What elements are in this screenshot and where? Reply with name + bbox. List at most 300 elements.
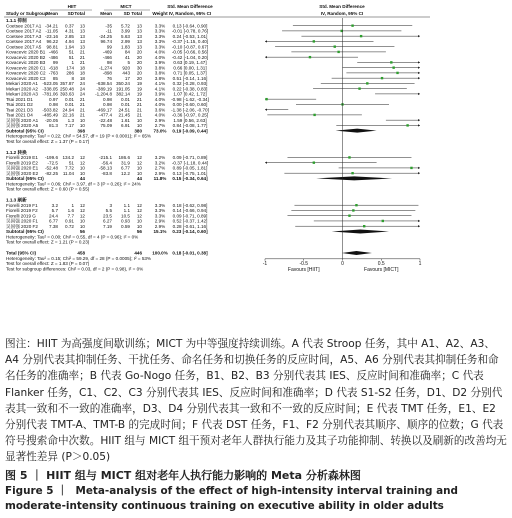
study-row-1-2-weight: 2.7% [154, 165, 166, 171]
study-row-2-1-mean-hiit: 5.7 [51, 208, 58, 214]
study-row-0-8-point [392, 66, 394, 68]
study-row-1-1-n-mict: 12 [136, 160, 142, 166]
figure-label-en: Figure 5 ｜ [5, 485, 68, 497]
study-row-2-2-weight: 3.3% [154, 213, 166, 219]
favours-left-label: Favours [HIIT] [287, 266, 320, 273]
study-row-0-9-n-hiit: 18 [79, 70, 85, 76]
study-row-0-3-n-mict: 13 [136, 39, 142, 44]
study-row-0-14-sd-hiit: 0.01 [65, 96, 74, 102]
total-weight: 100.0% [152, 250, 168, 256]
study-row-1-0-n-hiit: 12 [79, 155, 85, 161]
study-row-0-19-point [406, 124, 408, 126]
study-row-0-12-mean-hiit: -338.05 [42, 86, 58, 92]
study-row-1-1-sd-mict: 31.9 [121, 160, 130, 166]
study-row-1-0-weight: 3.2% [154, 155, 166, 161]
subtotal-weight-1: 11.8% [153, 176, 167, 182]
study-row-0-14-n-hiit: 21 [79, 96, 85, 102]
x-tick-label-0: -1 [262, 260, 268, 267]
study-row-0-9-sd-hiit: 286 [66, 70, 74, 76]
study-row-0-19-n-hiit: 10 [79, 123, 85, 128]
subtotal-diamond-2 [332, 229, 389, 233]
study-row-0-16-arrow-left [265, 108, 267, 110]
study-row-0-1-mean-mict: -11 [105, 28, 112, 34]
subtotal-ci-1: 0.15 [-0.34, 0.64] [172, 176, 208, 182]
study-row-1-2-n-mict: 10 [136, 165, 142, 171]
study-row-2-4-ci: 0.28 [-0.61, 1.16] [172, 223, 208, 229]
study-row-1-3-sd-mict: 12.2 [121, 170, 130, 176]
study-row-0-3-ci: -0.37 [-1.15, 0.40] [171, 39, 209, 44]
study-row-1-3-arrow-right [418, 172, 420, 174]
study-row-0-10-point [381, 77, 383, 79]
study-row-2-1-n-hiit: 12 [79, 208, 85, 214]
study-row-0-3-n-hiit: 13 [79, 39, 85, 44]
subtotal-ci-2: 0.23 [-0.14, 0.60] [172, 229, 208, 235]
study-row-0-12-point [358, 87, 360, 89]
study-row-0-3-mean-mict: 96.74 [100, 39, 112, 44]
study-row-0-0-mean-hiit: -34.21 [44, 23, 58, 29]
study-row-1-0-mean-hiit: -199.6 [44, 155, 58, 161]
col-ci: IV, Random, 95% CI [168, 11, 212, 16]
study-row-0-2-mean-hiit: -23.16 [44, 33, 58, 39]
study-row-0-17-n-mict: 21 [136, 112, 142, 118]
study-row-0-10-n-mict: 20 [136, 75, 142, 81]
study-row-0-6-arrow-left [265, 56, 267, 58]
study-row-0-8-mean-hiit: -618 [48, 65, 58, 71]
study-row-0-3-weight: 3.3% [154, 39, 166, 44]
study-row-0-12-sd-mict: 191.05 [115, 86, 130, 92]
col-mean-hiit: Mean [46, 11, 58, 16]
study-row-2-0-sd-mict: 1.1 [123, 202, 130, 208]
study-row-0-18-weight: 2.9% [154, 117, 166, 123]
study-row-0-0-n-hiit: 13 [79, 23, 85, 29]
study-row-0-17-ci: -0.36 [-0.97, 0.25] [171, 112, 209, 118]
subgroup-overall-effect-2: Test for overall effect: Z = 1.21 (P = 0.23) [6, 239, 90, 245]
study-row-0-6-sd-mict: 41 [124, 54, 130, 60]
study-row-0-16-n-hiit: 21 [79, 107, 85, 113]
total-n-mict: 446 [134, 250, 142, 256]
study-row-2-2-n-hiit: 12 [79, 213, 85, 219]
study-row-1-1-sd-hiit: 51 [68, 160, 74, 166]
study-row-0-0-n-mict: 13 [136, 23, 142, 29]
study-row-0-7-weight: 3.9% [154, 60, 166, 65]
study-row-0-19-mean-mict: 75.09 [100, 123, 112, 128]
study-row-1-0-ci: 0.09 [-0.71, 0.89] [172, 155, 208, 161]
study-row-0-19-sd-mict: 6.91 [121, 123, 130, 128]
col-sd-hiit: SD [67, 11, 74, 16]
study-row-2-4-mean-mict: 7.19 [103, 223, 112, 229]
study-row-0-7-sd-hiit: 1 [71, 60, 74, 65]
study-row-0-10-mean-mict: 76 [106, 75, 112, 81]
subtotal-weight-2: 15.1% [153, 229, 167, 235]
study-row-2-1-ci: 0.14 [-0.66, 0.94] [172, 208, 208, 214]
study-row-2-1-n-mict: 12 [136, 208, 142, 214]
study-row-2-0-mean-mict: 3 [109, 202, 112, 208]
study-row-0-14-point [265, 98, 267, 100]
study-row-0-13-mean-hiit: -781.06 [42, 91, 58, 97]
study-row-0-6-mean-mict: -466 [102, 54, 112, 60]
study-row-1-3-n-hiit: 10 [79, 170, 85, 176]
study-row-2-0-point [355, 204, 357, 206]
study-row-1-3-name: 吴国强 2020 E2 [6, 170, 39, 176]
study-row-0-4-point [334, 45, 336, 47]
study-row-0-11-mean-mict: -638.54 [96, 81, 112, 86]
study-row-2-1-sd-mict: 1.1 [123, 208, 130, 214]
study-row-1-1-mean-hiit: -72.5 [47, 160, 58, 166]
study-row-0-6-weight: 4.0% [154, 54, 166, 60]
study-row-0-7-ci: 0.63 [0.19, 1.47] [173, 60, 207, 65]
study-row-0-6-name: Kovacevic 2020 B2 [6, 54, 46, 60]
header-smd-left: Std. Mean Difference [167, 4, 213, 9]
study-row-0-2-sd-mict: 5.63 [121, 33, 130, 39]
subgroup-heading-1: 1.1.2 转换 [6, 149, 27, 155]
study-row-0-4-sd-hiit: 1.94 [65, 44, 74, 50]
study-row-0-16-name: Tsai 2021 D3 [6, 107, 33, 113]
study-row-0-12-n-hiit: 24 [79, 86, 85, 92]
study-row-0-13-arrow-right [418, 93, 420, 95]
study-row-0-9-arrow-right [418, 72, 420, 74]
study-row-0-14-mean-hiit: 0.97 [49, 96, 58, 102]
subgroup-overall-effect-1: Test for overall effect: Z = 0.60 (P = 0.55) [6, 186, 90, 192]
study-row-2-2-n-mict: 12 [136, 213, 142, 219]
study-row-0-5-point [337, 51, 339, 53]
study-row-0-4-sd-mict: 1.83 [121, 44, 130, 50]
total-subgroup-differences: Test for subgroup differences: Chi² = 0.03, df = 2 (P = 0.98), I² = 0% [6, 266, 144, 272]
figure-title-en-text: Meta-analysis of the effect of high-intensity interval training and moderate-intensity continuous training on executive ability in older adults [5, 485, 458, 512]
study-row-0-11-name: Mekari 2020 A1 [6, 81, 38, 86]
study-row-1-3-mean-hiit: -82.25 [44, 170, 58, 176]
study-row-0-2-ci: 0.24 [-0.53, 1.01] [172, 33, 208, 39]
study-row-0-15-ci: 0.00 [-0.60, 0.60] [172, 102, 208, 107]
study-row-0-6-mean-hiit: -486 [48, 54, 58, 60]
study-row-0-17-n-hiit: 21 [79, 112, 85, 118]
study-row-0-19-weight: 2.7% [154, 123, 166, 128]
study-row-1-2-name: 吴国强 2020 E1 [6, 165, 39, 171]
study-row-0-17-sd-hiit: 22.16 [62, 112, 74, 118]
study-row-0-0-weight: 3.3% [154, 23, 166, 29]
study-row-0-6-ci: -0.42 [-1.04, 0.20] [171, 54, 209, 60]
study-row-1-2-ci: 0.89 [-0.05, 1.81] [172, 165, 208, 171]
study-row-0-4-n-hiit: 13 [79, 44, 85, 50]
study-row-1-2-mean-mict: -58.13 [98, 165, 112, 171]
study-row-0-4-n-mict: 13 [136, 44, 142, 50]
study-row-0-6-n-hiit: 21 [79, 54, 85, 60]
total-n-hiit: 458 [77, 250, 85, 256]
study-row-0-3-mean-hiit: 96.22 [46, 39, 58, 44]
study-row-0-14-n-mict: 21 [136, 96, 142, 102]
study-row-2-4-mean-hiit: 7.38 [49, 223, 58, 229]
study-row-0-0-name: Coetsee 2017 A1 [6, 23, 42, 29]
subgroup-heterogeneity-0: Heterogeneity: Tau² = 0.22; Chi² = 54.57, df = 19 (P < 0.0001); I² = 65% [6, 133, 152, 139]
study-row-0-9-ci: 0.71 [0.05, 1.37] [173, 70, 207, 76]
study-row-0-1-sd-hiit: 4.31 [65, 28, 74, 34]
study-row-0-14-name: Tsai 2021 D1 [6, 96, 33, 102]
study-row-0-5-mean-hiit: -466 [48, 49, 58, 55]
study-row-0-15-n-hiit: 21 [79, 102, 85, 107]
study-row-0-8-n-hiit: 18 [79, 65, 85, 71]
study-row-0-0-sd-hiit: 0.37 [65, 23, 74, 29]
study-row-2-1-sd-hiit: 1.6 [67, 208, 74, 214]
study-row-2-3-name: 吴国强 2020 F1 [6, 218, 38, 224]
study-row-1-2-mean-hiit: -52.48 [44, 165, 58, 171]
study-row-2-3-ci: 0.52 [-0.37, 1.42] [172, 218, 208, 224]
study-row-1-0-mean-mict: -215.1 [98, 155, 112, 161]
study-row-1-1-ci: -0.37 [-1.18, 0.44] [171, 160, 209, 166]
total-overall-effect: Test for overall effect: Z = 1.83 (P = 0.07) [6, 261, 90, 267]
study-row-0-13-weight: 3.9% [154, 91, 166, 97]
study-row-2-0-mean-hiit: 3.2 [51, 202, 58, 208]
study-row-1-3-ci: 0.13 [-0.75, 1.01] [172, 170, 208, 176]
subtotal-n-hiit-2: 56 [79, 229, 85, 235]
study-row-0-5-ci: -0.05 [-0.66, 0.56] [171, 49, 209, 55]
study-row-0-16-weight: 3.6% [154, 107, 166, 113]
study-row-0-4-mean-hiit: 98.81 [46, 44, 58, 50]
study-row-0-16-mean-hiit: -503.82 [42, 107, 58, 113]
study-row-0-4-name: Coetsee 2017 A5 [6, 44, 42, 50]
study-row-0-16-sd-mict: 24.51 [118, 107, 130, 113]
study-row-0-7-name: Kovacevic 2020 B3 [6, 60, 46, 65]
subtotal-label-1: Subtotal (95% CI) [6, 176, 44, 182]
study-row-0-8-sd-mict: 920 [122, 65, 130, 71]
study-row-0-17-name: Tsai 2021 D4 [6, 112, 33, 118]
subgroup-heterogeneity-1: Heterogeneity: Tau² = 0.06; Chi² = 3.97, df = 3 (P = 0.26); I² = 24% [6, 181, 141, 187]
subgroup-overall-effect-0: Test for overall effect: Z = 1.37 (P = 0.17) [6, 138, 90, 144]
study-row-0-2-point [360, 35, 362, 37]
study-row-0-18-sd-mict: 1.61 [121, 117, 130, 123]
study-row-1-0-sd-hiit: 134.2 [62, 155, 74, 161]
study-row-2-4-n-mict: 10 [136, 223, 142, 229]
study-row-0-8-mean-mict: -1,274 [98, 65, 112, 71]
study-row-2-4-weight: 2.9% [154, 223, 166, 229]
study-row-0-14-weight: 4.0% [154, 96, 166, 102]
study-row-0-5-n-mict: 20 [136, 49, 142, 55]
study-row-0-0-point [351, 24, 353, 26]
study-row-0-19-n-mict: 10 [136, 123, 142, 128]
study-row-1-3-n-mict: 10 [136, 170, 142, 176]
study-row-2-4-sd-mict: 0.59 [121, 223, 130, 229]
study-row-0-2-mean-mict: -24.25 [98, 33, 112, 39]
study-row-2-4-point [363, 225, 365, 227]
subtotal-label-2: Subtotal (95% CI) [6, 229, 44, 235]
study-row-2-3-arrow-right [418, 220, 420, 222]
subtotal-diamond-1 [316, 176, 392, 180]
study-row-2-1-mean-mict: 5.5 [105, 208, 112, 214]
study-row-0-10-sd-mict: 17 [124, 75, 130, 81]
header-hiit: HIIT [67, 4, 77, 9]
study-row-1-3-weight: 2.9% [154, 170, 166, 176]
study-row-0-19-sd-hiit: 7.17 [65, 123, 74, 128]
study-row-0-12-name: Mekari 2020 A2 [6, 86, 38, 92]
study-row-0-17-mean-hiit: -485.49 [42, 112, 58, 118]
study-row-0-14-sd-mict: 0.01 [121, 96, 130, 102]
study-row-0-6-point [309, 56, 311, 58]
study-row-1-1-point [313, 161, 315, 163]
study-row-2-1-name: Fiorelli 2019 F2 [6, 208, 38, 214]
study-row-0-13-sd-hiit: 393.63 [59, 91, 74, 97]
study-row-0-9-sd-mict: 443 [122, 70, 130, 76]
col-study: Study or Subgroup [6, 11, 48, 16]
study-row-2-4-name: 吴国强 2020 F2 [6, 223, 38, 229]
study-row-2-2-mean-mict: 23.5 [103, 213, 112, 219]
study-row-0-2-n-mict: 13 [136, 33, 142, 39]
col-mean-mict: Mean [100, 11, 112, 16]
study-row-0-0-sd-mict: 5.72 [121, 23, 130, 29]
figure-title-cn: 图 5 ｜ HIIT 组与 MICT 组对老年人执行能力影响的 Meta 分析森林图 [5, 469, 361, 482]
study-row-0-12-weight: 4.1% [154, 86, 166, 92]
study-row-0-3-name: Coetsee 2017 A4 [6, 39, 42, 44]
study-row-0-1-name: Coetsee 2017 A2 [6, 28, 42, 34]
study-row-1-0-n-mict: 12 [136, 155, 142, 161]
study-row-1-0-name: Fiorelli 2019 E1 [6, 155, 38, 161]
study-row-0-7-n-hiit: 21 [79, 60, 85, 65]
study-row-0-13-sd-mict: 382.14 [115, 91, 130, 97]
subtotal-ci-0: 0.19 [-0.09, 0.44] [172, 128, 208, 134]
study-row-0-19-ci: 0.84 [-0.08, 1.77] [172, 123, 208, 128]
study-row-0-10-mean-hiit: 85 [52, 75, 58, 81]
study-row-2-3-sd-mict: 0.93 [121, 218, 130, 224]
study-row-2-4-n-hiit: 10 [79, 223, 85, 229]
study-row-0-11-n-mict: 19 [136, 81, 142, 86]
subtotal-n-hiit-0: 398 [77, 128, 85, 134]
study-row-0-2-sd-hiit: 2.85 [65, 33, 74, 39]
study-row-0-14-mean-mict: 0.98 [103, 96, 112, 102]
study-row-0-18-mean-hiit: -20.05 [44, 117, 58, 123]
study-row-0-5-name: Kovacevic 2020 B1 [6, 49, 46, 55]
study-row-2-3-mean-mict: 6.27 [103, 218, 112, 224]
study-row-0-7-mean-mict: 98 [106, 60, 112, 65]
study-row-0-16-sd-hiit: 24.94 [62, 107, 74, 113]
study-row-0-17-sd-mict: 21.45 [118, 112, 130, 118]
study-row-2-3-point [382, 220, 384, 222]
study-row-0-1-n-mict: 13 [136, 28, 142, 34]
study-row-1-2-sd-hiit: 7.72 [65, 165, 74, 171]
col-total-hiit: Total [74, 11, 85, 16]
study-row-0-10-arrow-right [418, 77, 420, 79]
study-row-0-2-arrow-right [418, 35, 420, 37]
study-row-0-10-name: Kovacevic 2020 C3 [6, 75, 46, 81]
figure-note-cn: 图注：HIIT 为高强度间歇训练；MICT 为中等强度持续训练。A 代表 Stroop 任务，其中 A1、A2、A3、A4 分别代表其抑制任务、干扰任务、命名任务和切换任务的反应时间，A5、A6 分别代表其抑制任务和命名任务的准确率；B 代表 Go-Nogo 任务，B1、B2、B3 分别代表其 IES、反应时间和准确率；C 代表 Flanker 任务，C1、C2、C3 分别代表其 IES、反应时间和准确率；D 代表 S1-S2 任务，D1、D2 分别代表其一致和不一致的准确率，D3、D4 分别代表其一致和不一致的反应时间；E 代表 TMT 任务，E1、E2 分别代表 TMT-A、TMT-B 的完成时间；F 代表 DST 任务，F1、F2 分别代表其顺序、顺序的位数；G 代表符号搜索命中次数。HIIT 组与 MICT 组干预对老年人群执行能力及其子功能抑制、转换以及刷新的改善均无显著性差异 (P＞0.05) [5, 338, 507, 464]
study-row-0-16-mean-mict: -469.17 [96, 107, 112, 113]
study-row-0-9-n-mict: 20 [136, 70, 142, 76]
study-row-1-0-point [348, 156, 350, 158]
study-row-0-8-n-mict: 30 [136, 65, 142, 71]
total-label: Total (95% CI) [6, 250, 37, 256]
study-row-0-4-weight: 3.3% [154, 44, 166, 50]
study-row-1-2-point [410, 167, 412, 169]
study-row-0-16-n-mict: 21 [136, 107, 142, 113]
study-row-0-8-weight: 3.8% [154, 65, 166, 71]
study-row-0-11-n-hiit: 24 [79, 81, 85, 86]
study-row-2-3-mean-hiit: 6.77 [49, 218, 58, 224]
study-row-0-13-n-mict: 19 [136, 91, 142, 97]
study-row-0-18-n-hiit: 10 [79, 117, 85, 123]
study-row-0-3-sd-hiit: 4.94 [65, 39, 74, 44]
study-row-0-12-sd-hiit: 250.48 [59, 86, 74, 92]
study-row-1-3-point [351, 172, 353, 174]
study-row-0-2-weight: 3.3% [154, 33, 166, 39]
study-row-0-15-sd-hiit: 0.01 [65, 102, 74, 107]
x-tick-label-1: -0.5 [299, 260, 309, 267]
study-row-2-3-sd-hiit: 0.91 [65, 218, 74, 224]
study-row-0-9-point [396, 72, 398, 74]
study-row-0-8-sd-hiit: 174 [66, 65, 74, 71]
study-row-2-1-point [352, 209, 354, 211]
study-row-0-4-mean-mict: 99 [106, 44, 112, 50]
study-row-1-3-sd-hiit: 11.04 [62, 170, 74, 176]
study-row-0-10-ci: 0.51 [-0.14, 1.16] [172, 75, 208, 81]
study-row-0-11-sd-mict: 350.24 [115, 81, 130, 86]
study-row-0-7-arrow-right [418, 61, 420, 63]
study-row-0-15-sd-mict: 0.01 [121, 102, 130, 107]
study-row-2-2-sd-hiit: 7.7 [67, 213, 74, 219]
subgroup-heterogeneity-2: Heterogeneity: Tau² = 0.00; Chi² = 0.55, df = 4 (P = 0.96); I² = 0% [6, 234, 139, 240]
total-heterogeneity: Heterogeneity: Tau² = 0.15; Chi² = 59.29, df = 28 (P = 0.0005); I² = 53% [6, 255, 152, 261]
study-row-0-7-sd-mict: 5 [127, 60, 130, 65]
study-row-2-2-mean-hiit: 24.4 [49, 213, 58, 219]
study-row-0-13-name: Mekari 2020 A3 [6, 91, 38, 97]
study-row-0-12-mean-mict: -389.19 [96, 86, 112, 92]
study-row-0-18-n-mict: 10 [136, 117, 142, 123]
study-row-2-2-point [348, 215, 350, 217]
study-row-0-15-mean-hiit: 0.98 [49, 102, 58, 107]
figure-title-en [5, 484, 507, 514]
study-row-1-0-sd-mict: 186.6 [118, 155, 130, 161]
study-row-1-2-arrow-right [418, 167, 420, 169]
study-row-2-3-weight: 2.9% [154, 218, 166, 224]
study-row-0-5-sd-mict: 84 [124, 49, 130, 55]
study-row-0-7-n-mict: 20 [136, 60, 142, 65]
study-row-2-0-n-mict: 12 [136, 202, 142, 208]
study-row-0-7-mean-hiit: 99 [52, 60, 58, 65]
favours-right-label: Favours [MICT] [364, 266, 399, 273]
study-row-2-2-sd-mict: 10.5 [121, 213, 130, 219]
subtotal-n-mict-1: 44 [136, 176, 142, 182]
study-row-0-15-weight: 4.0% [154, 102, 166, 107]
study-row-2-3-n-mict: 10 [136, 218, 142, 224]
study-row-0-9-name: Kovacevic 2020 C2 [6, 70, 46, 76]
study-row-2-4-arrow-right [418, 225, 420, 227]
study-row-0-4-ci: -0.10 [-0.87, 0.67] [171, 44, 209, 50]
subtotal-n-hiit-1: 44 [79, 176, 85, 182]
study-row-0-9-mean-hiit: -763 [48, 70, 58, 76]
study-row-0-11-mean-hiit: -523.05 [42, 81, 58, 86]
study-row-0-10-n-hiit: 18 [79, 75, 85, 81]
study-row-0-13-n-hiit: 24 [79, 91, 85, 97]
study-row-0-9-weight: 3.8% [154, 70, 166, 76]
study-row-0-19-arrow-right [418, 124, 420, 126]
col-weight: Weight [152, 11, 168, 16]
study-row-0-13-ci: 1.07 [0.42, 1.72] [173, 91, 207, 97]
study-row-2-3-n-hiit: 10 [79, 218, 85, 224]
subtotal-diamond-0 [336, 129, 377, 133]
study-row-0-3-point [313, 40, 315, 42]
study-row-2-2-ci: 0.09 [-0.71, 0.89] [172, 213, 208, 219]
study-row-2-1-weight: 3.3% [154, 208, 166, 214]
study-row-0-6-n-mict: 20 [136, 54, 142, 60]
study-row-0-12-n-mict: 19 [136, 86, 142, 92]
study-row-0-19-name: 吴国强 2020 A5 [6, 123, 39, 128]
study-row-0-18-ci: 1.59 [0.56, 2.63] [173, 117, 207, 123]
study-row-0-10-weight: 3.8% [154, 75, 166, 81]
subtotal-label-0: Subtotal (95% CI) [6, 128, 44, 134]
study-row-0-18-mean-mict: -22.48 [98, 117, 112, 123]
study-row-1-1-weight: 3.2% [154, 160, 166, 166]
study-row-0-15-n-mict: 21 [136, 102, 142, 107]
study-row-0-5-mean-mict: -469 [102, 49, 112, 55]
study-row-2-0-n-hiit: 12 [79, 202, 85, 208]
total-ci: 0.18 [-0.01, 0.38] [172, 250, 208, 256]
study-row-0-11-ci: 0.32 [-0.28, 0.93] [172, 81, 208, 86]
study-row-2-2-name: Fiorelli 2019 G [6, 213, 36, 219]
